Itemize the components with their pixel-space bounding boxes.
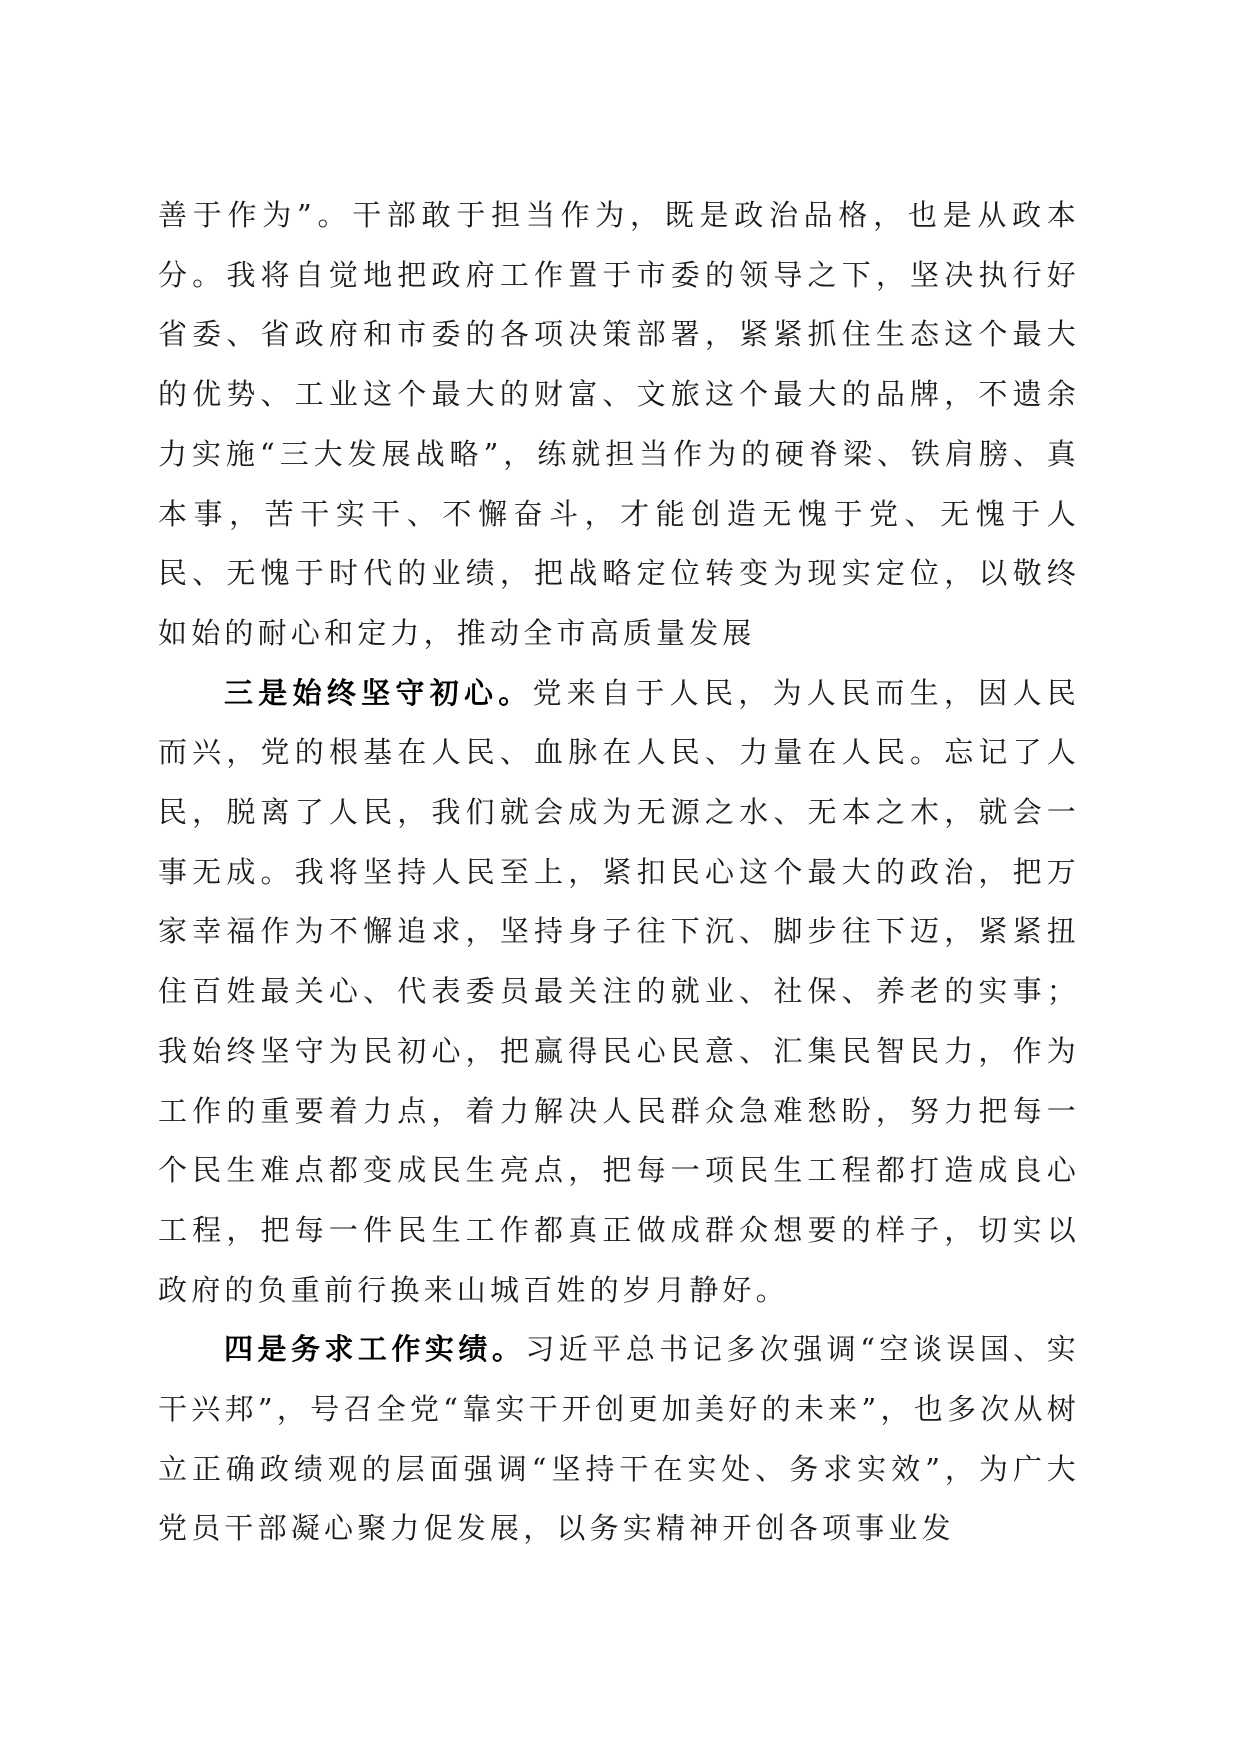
paragraph-heading: 三是始终坚守初心。 bbox=[224, 675, 533, 710]
paragraph-continuation bbox=[158, 186, 1080, 664]
paragraph-three bbox=[158, 664, 1080, 1321]
body-text bbox=[158, 186, 1080, 1559]
paragraph-text: 党来自于人民，为人民而生，因人民而兴，党的根基在人民、血脉在人民、力量在人民。忘记了人民，脱离了人民，我们就会成为无源之水、无本之木，就会一事无成。我将坚持人民至上，紧扣民心这个最大的政治，把万家幸福作为不懈追求，坚持身子往下沉、脚步往下迈，紧紧扭住百姓最关心、代表委员最关注的就业、社保、养老的实事；我始终坚守为民初心，把赢得民心民意、汇集民智民力，作为工作的重要着力点，着力解决人民群众急难愁盼，努力把每一个民生难点都变成民生亮点，把每一项民生工程都打造成良心工程，把每一件民生工作都真正做成群众想要的样子，切实以政府的负重前行换来山城百姓的岁月静好。 bbox=[158, 675, 1080, 1307]
paragraph-heading: 四是务求工作实绩。 bbox=[224, 1332, 526, 1367]
paragraph-text: 习近平总书记多次强调“空谈误国、实干兴邦”，号召全党“靠实干开创更加美好的未来”，也多次从树立正确政绩观的层面强调“坚持干在实处、务求实效”，为广大党员干部凝心聚力促发展，以务实精神开创各项事业发 bbox=[158, 1332, 1080, 1546]
paragraph-four bbox=[158, 1320, 1080, 1559]
paragraph-text: 善于作为”。干部敢于担当作为，既是政治品格，也是从政本分。我将自觉地把政府工作置于市委的领导之下，坚决执行好省委、省政府和市委的各项决策部署，紧紧抓住生态这个最大的优势、工业这个最大的财富、文旅这个最大的品牌，不遗余力实施“三大发展战略”，练就担当作为的硬脊梁、铁肩膀、真本事，苦干实干、不懈奋斗，才能创造无愧于党、无愧于人民、无愧于时代的业绩，把战略定位转变为现实定位，以敬终如始的耐心和定力，推动全市高质量发展 bbox=[158, 198, 1080, 650]
